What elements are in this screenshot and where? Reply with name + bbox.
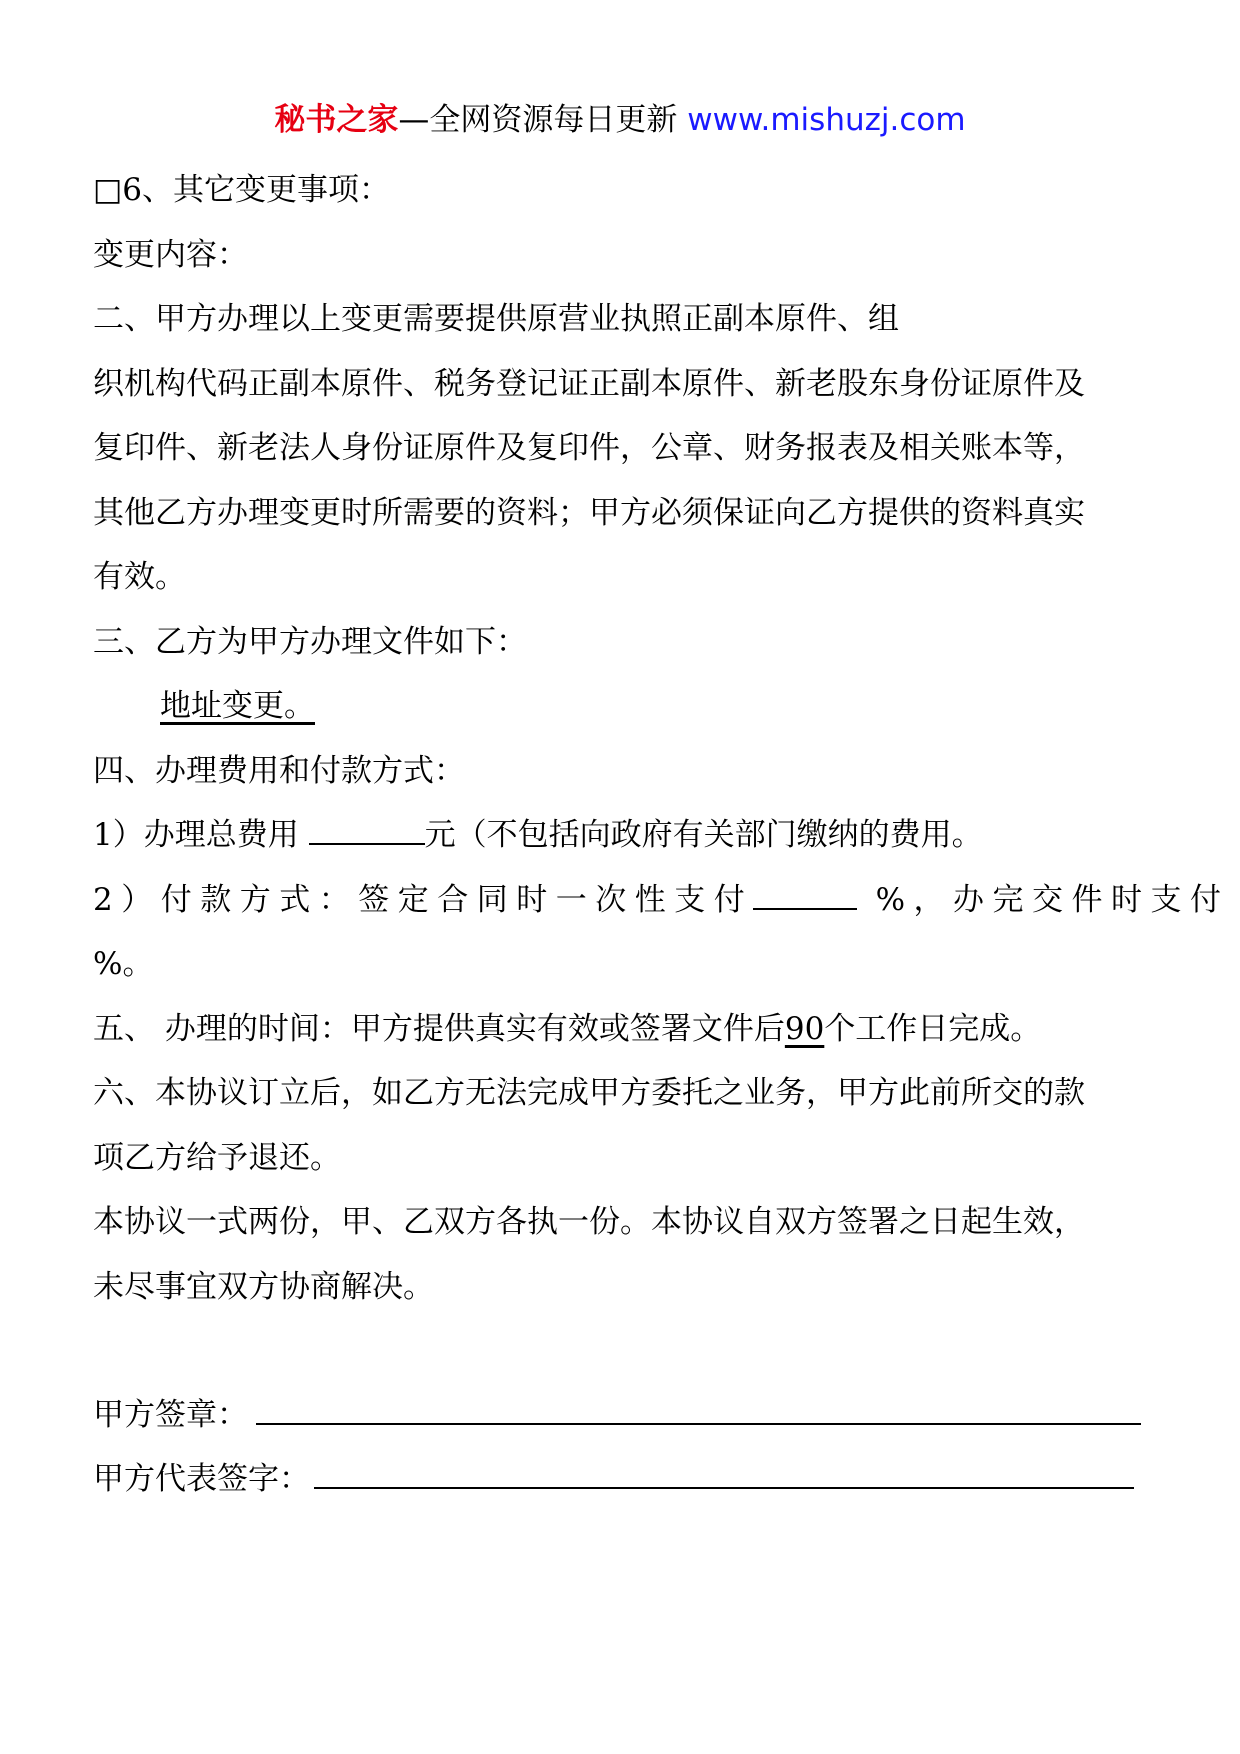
spacer — [93, 1319, 1153, 1383]
payment-suffix: %，办完交件时支付 — [857, 881, 1230, 918]
section-5-line — [93, 997, 1153, 1062]
section-5-suffix: 个工作日完成。 — [824, 1010, 1042, 1047]
working-days-value: 90 — [784, 1010, 825, 1047]
section-3-item — [93, 674, 1153, 739]
section-2-line-2: 织机构代码正副本原件、税务登记证正副本原件、新老股东身份证原件及 — [93, 365, 1085, 402]
party-a-rep-label: 甲方代表签字： — [93, 1461, 310, 1497]
fee-amount-blank — [309, 817, 425, 845]
section-5-label: 五、 办理的时间：甲方提供真实有效或签署文件后 — [93, 1010, 785, 1047]
payment-label: 2）付款方式：签定合同时一次性支付 — [93, 881, 754, 918]
section-6-line-2: 项乙方给予退还。 — [93, 1139, 341, 1176]
section-4-heading: 四、办理费用和付款方式： — [93, 752, 465, 789]
party-a-seal-label: 甲方签章： — [93, 1397, 248, 1433]
party-a-rep-row — [93, 1447, 1153, 1511]
party-a-rep-line — [314, 1457, 1134, 1489]
party-a-seal-row — [93, 1383, 1153, 1447]
header-url: www.mishuzj.com — [687, 102, 966, 138]
party-a-seal-line — [256, 1393, 1141, 1425]
section-6-line-1: 六、本协议订立后，如乙方无法完成甲方委托之业务，甲方此前所交的款 — [93, 1075, 1085, 1111]
section-2-line-5: 有效。 — [93, 559, 186, 595]
change-content-line: 变更内容： — [93, 236, 248, 273]
fee-suffix: 元（不包括向政府有关部门缴纳的费用。 — [424, 817, 983, 853]
payment-percent-blank — [753, 882, 857, 910]
page-header — [0, 100, 1240, 140]
fee-line — [93, 803, 1153, 868]
document-body — [93, 158, 1230, 1511]
fee-label: 1）办理总费用 — [93, 817, 309, 853]
item-6-line: □6、其它变更事项： — [93, 172, 391, 208]
address-change-item: 地址变更。 — [160, 688, 315, 724]
header-tagline: —全网资源每日更新 — [398, 102, 678, 138]
payment-line — [93, 868, 1230, 933]
closing-line-1: 本协议一式两份，甲、乙双方各执一份。本协议自双方签署之日起生效， — [93, 1204, 1085, 1240]
closing-line-2: 未尽事宜双方协商解决。 — [93, 1268, 434, 1305]
section-3-heading: 三、乙方为甲方办理文件如下： — [93, 623, 527, 660]
payment-line-cont: %。 — [93, 946, 154, 982]
section-2-line-3: 复印件、新老法人身份证原件及复印件，公章、财务报表及相关账本等， — [93, 430, 1085, 466]
section-2-line-4: 其他乙方办理变更时所需要的资料；甲方必须保证向乙方提供的资料真实 — [93, 494, 1085, 531]
header-brand: 秘书之家 — [274, 102, 399, 138]
section-2-line-1: 二、甲方办理以上变更需要提供原营业执照正副本原件、组 — [93, 301, 899, 337]
